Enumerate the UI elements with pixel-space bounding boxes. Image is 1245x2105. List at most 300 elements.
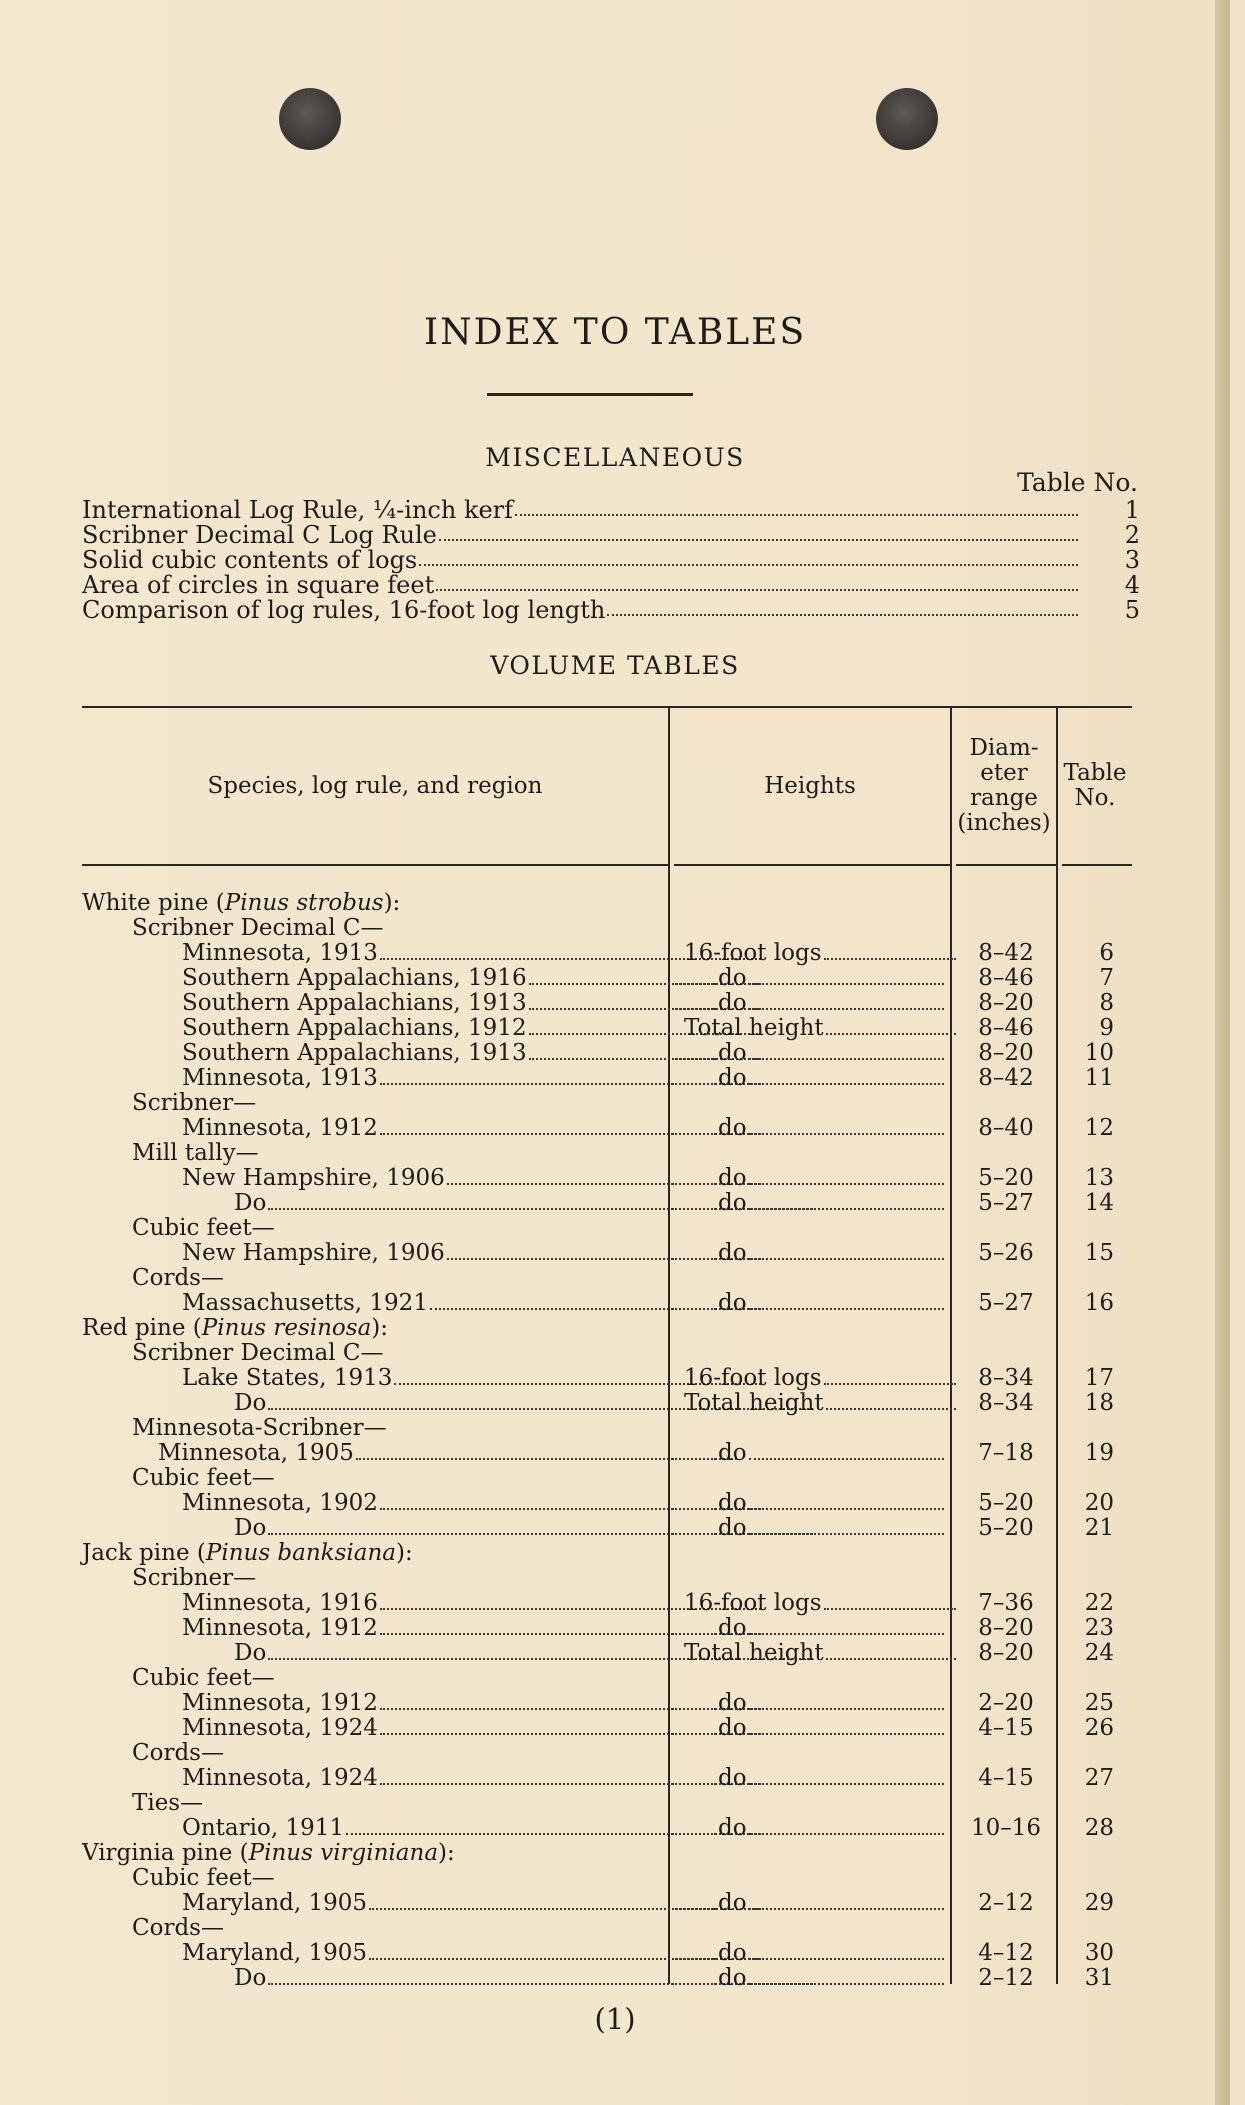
- table-row: [82, 1466, 1132, 1491]
- species-label: Minnesota, 1912: [182, 1690, 378, 1716]
- species-cell: [82, 1466, 715, 1491]
- diameter-range: 8–46: [978, 965, 1034, 991]
- species-label: Minnesota, 1913: [182, 940, 378, 966]
- scientific-name: Pinus virginiana: [248, 1840, 439, 1866]
- species-label: Mill tally—: [132, 1140, 259, 1166]
- leader-dots: [749, 1058, 944, 1060]
- diameter-range: 8–20: [978, 1040, 1034, 1066]
- species-label: Maryland, 1905: [182, 1940, 368, 1966]
- species-cell: [82, 1241, 765, 1266]
- heights-value: do: [718, 1490, 747, 1516]
- misc-item: [82, 496, 1140, 522]
- leader-dots: [749, 1083, 944, 1085]
- table-row: [82, 1066, 1132, 1091]
- species-cell: [82, 1866, 715, 1891]
- species-cell: [82, 1791, 715, 1816]
- heights-cell: [672, 1816, 948, 1841]
- table-row: [82, 1966, 1132, 1991]
- heights-cell: [672, 1966, 948, 1991]
- heights-value: do: [718, 965, 747, 991]
- diameter-range: 8–20: [978, 1640, 1034, 1666]
- page-title: INDEX TO TABLES: [423, 312, 807, 353]
- heights-cell: [672, 1291, 948, 1316]
- misc-item: [82, 521, 1140, 547]
- species-label: Maryland, 1905: [182, 1890, 368, 1916]
- table-row: [82, 1641, 1132, 1666]
- leader-dots: [749, 1508, 944, 1510]
- species-label: Do: [234, 1515, 267, 1541]
- heights-value: do: [718, 1515, 747, 1541]
- page-number: (1): [594, 2002, 636, 2036]
- leader-dots: [672, 1058, 716, 1060]
- misc-item-label: Area of circles in square feet: [82, 571, 435, 599]
- diameter-range: 8–40: [978, 1115, 1034, 1141]
- misc-item-table-no: 5: [1124, 596, 1140, 624]
- species-label: Scribner Decimal C—: [132, 915, 384, 941]
- table-row: [82, 991, 1132, 1016]
- table-row: [82, 1616, 1132, 1641]
- species-cell: [82, 1141, 715, 1166]
- table-row: [82, 1916, 1132, 1941]
- species-label: Minnesota, 1916: [182, 1590, 378, 1616]
- table-row: [82, 1691, 1132, 1716]
- species-cell: [82, 1616, 765, 1641]
- table-row: [82, 1116, 1132, 1141]
- species-label: Cubic feet—: [132, 1215, 275, 1241]
- leader-dots: [749, 1533, 944, 1535]
- misc-item: [82, 571, 1140, 597]
- species-label: New Hampshire, 1906: [182, 1165, 445, 1191]
- species-label: Minnesota, 1912: [182, 1115, 378, 1141]
- species-label: Virginia pine (: [82, 1840, 249, 1866]
- table-number: 22: [1084, 1590, 1114, 1616]
- heights-cell: [672, 1516, 948, 1541]
- species-label: Scribner—: [132, 1090, 257, 1116]
- leader-dots: [749, 1208, 944, 1210]
- leader-dots: [672, 1833, 716, 1835]
- table-number: 31: [1084, 1965, 1114, 1991]
- heights-value: do: [718, 1440, 747, 1466]
- table-row: [82, 1341, 1132, 1366]
- table-row: [82, 1791, 1132, 1816]
- table-row: [82, 1441, 1132, 1466]
- diameter-range: 2–12: [978, 1890, 1034, 1916]
- table-number: 23: [1084, 1615, 1114, 1641]
- leader-dots: [607, 614, 1078, 616]
- leader-dots: [749, 1958, 944, 1960]
- species-cell: [82, 1891, 765, 1916]
- heights-cell: [672, 1891, 948, 1916]
- table-number: 11: [1084, 1065, 1114, 1091]
- heights-value: Total height: [684, 1640, 824, 1666]
- leader-dots: [672, 1258, 716, 1260]
- table-row: [82, 1091, 1132, 1116]
- misc-item-label: International Log Rule, ¼-inch kerf: [82, 496, 514, 524]
- table-row: [82, 1191, 1132, 1216]
- leader-dots: [419, 564, 1078, 566]
- table-row: [82, 916, 1132, 941]
- table-number: 6: [1099, 940, 1114, 966]
- table-number: 13: [1084, 1165, 1114, 1191]
- table-row: [82, 1516, 1132, 1541]
- leader-dots: [672, 983, 716, 985]
- misc-item-table-no: 2: [1124, 521, 1140, 549]
- table-number: 7: [1099, 965, 1114, 991]
- heights-value: do: [718, 1615, 747, 1641]
- heights-cell: [672, 1766, 948, 1791]
- species-cell: [82, 1491, 765, 1516]
- species-cell: [82, 1741, 715, 1766]
- table-number: 26: [1084, 1715, 1114, 1741]
- table-row: [82, 966, 1132, 991]
- species-label: Massachusetts, 1921: [182, 1290, 428, 1316]
- species-label: Cords—: [132, 1265, 224, 1291]
- table-number: 25: [1084, 1690, 1114, 1716]
- species-label: Minnesota, 1924: [182, 1715, 378, 1741]
- heights-value: do: [718, 990, 747, 1016]
- table-number: 21: [1084, 1515, 1114, 1541]
- heights-value: do: [718, 1165, 747, 1191]
- heights-value: do: [718, 1890, 747, 1916]
- misc-item-table-no: 1: [1124, 496, 1140, 524]
- diameter-range: 8–20: [978, 990, 1034, 1016]
- misc-item-table-no: 4: [1124, 571, 1140, 599]
- leader-dots: [749, 1733, 944, 1735]
- leader-dots: [672, 1133, 716, 1135]
- species-cell: [82, 1066, 765, 1091]
- leader-dots: [824, 1383, 956, 1385]
- heights-cell: [672, 1016, 960, 1041]
- heights-value: do: [718, 1190, 747, 1216]
- leader-dots: [672, 1458, 716, 1460]
- species-label: Jack pine (: [82, 1540, 206, 1566]
- heights-cell: [672, 1391, 960, 1416]
- species-label: Do: [234, 1390, 267, 1416]
- species-label: Ties—: [132, 1790, 204, 1816]
- punch-hole-right: [876, 88, 938, 150]
- heights-cell: [672, 1491, 948, 1516]
- diameter-range: 2–12: [978, 1965, 1034, 1991]
- leader-dots: [672, 1983, 716, 1985]
- diameter-range: 10–16: [970, 1815, 1042, 1841]
- leader-dots: [672, 1208, 716, 1210]
- table-top-rule: [82, 706, 1132, 708]
- header-rule-2: [674, 864, 950, 866]
- leader-dots: [436, 589, 1078, 591]
- species-label: Do: [234, 1190, 267, 1216]
- misc-heading: MISCELLANEOUS: [485, 443, 745, 472]
- species-cell: [82, 1016, 765, 1041]
- table-row: [82, 1316, 1132, 1341]
- species-label: Lake States, 1913: [182, 1365, 393, 1391]
- header-diameter: Diam- eter range (inches): [957, 735, 1051, 836]
- species-label: Do: [234, 1965, 267, 1991]
- volume-heading: VOLUME TABLES: [490, 651, 740, 680]
- diameter-range: 8–20: [978, 1615, 1034, 1641]
- species-cell: [82, 1716, 765, 1741]
- leader-dots: [439, 539, 1078, 541]
- table-row: [82, 1566, 1132, 1591]
- species-cell: [82, 1416, 715, 1441]
- heights-value: do: [718, 1940, 747, 1966]
- table-number: 8: [1099, 990, 1114, 1016]
- misc-item-label: Solid cubic contents of logs: [82, 546, 418, 574]
- species-cell: [82, 1441, 741, 1466]
- species-cell: [82, 991, 765, 1016]
- leader-dots: [749, 1458, 944, 1460]
- heights-cell: [672, 1041, 948, 1066]
- species-cell: [82, 1316, 665, 1341]
- heights-cell: [672, 1641, 960, 1666]
- species-cell: [82, 1091, 715, 1116]
- heights-cell: [672, 1191, 948, 1216]
- scientific-name: Pinus strobus: [224, 890, 384, 916]
- table-number: 18: [1084, 1390, 1114, 1416]
- leader-dots: [824, 1608, 956, 1610]
- header-species: Species, log rule, and region: [207, 772, 543, 799]
- table-row: [82, 1716, 1132, 1741]
- species-label: Cubic feet—: [132, 1465, 275, 1491]
- diameter-range: 8–34: [978, 1390, 1034, 1416]
- misc-item: [82, 546, 1140, 572]
- table-number: 16: [1084, 1290, 1114, 1316]
- heights-value: do: [718, 1290, 747, 1316]
- table-number: 30: [1084, 1940, 1114, 1966]
- table-row: [82, 891, 1132, 916]
- leader-dots: [672, 1908, 716, 1910]
- species-cell: [82, 1566, 715, 1591]
- species-cell: [82, 1541, 665, 1566]
- table-row: [82, 1866, 1132, 1891]
- diameter-range: 5–20: [978, 1165, 1034, 1191]
- table-row: [82, 1816, 1132, 1841]
- leader-dots: [672, 1633, 716, 1635]
- species-label: Cords—: [132, 1915, 224, 1941]
- leader-dots: [749, 1708, 944, 1710]
- table-number: 12: [1084, 1115, 1114, 1141]
- species-suffix: ):: [396, 1540, 413, 1566]
- species-label: Southern Appalachians, 1912: [182, 1015, 527, 1041]
- species-cell: [82, 1341, 715, 1366]
- header-rule-4: [1062, 864, 1132, 866]
- species-cell: [82, 1591, 765, 1616]
- species-cell: [82, 1666, 715, 1691]
- header-rule-1: [82, 864, 668, 866]
- table-number: 29: [1084, 1890, 1114, 1916]
- heights-value: do: [718, 1040, 747, 1066]
- table-row: [82, 1216, 1132, 1241]
- title-rule: [487, 393, 693, 396]
- species-label: Minnesota-Scribner—: [132, 1415, 387, 1441]
- diameter-range: 2–20: [978, 1690, 1034, 1716]
- diameter-range: 4–15: [978, 1715, 1034, 1741]
- heights-value: 16-foot logs: [684, 1590, 822, 1616]
- header-table-no: Table No.: [1063, 760, 1127, 811]
- species-label: Southern Appalachians, 1913: [182, 990, 527, 1016]
- diameter-range: 5–20: [978, 1490, 1034, 1516]
- table-row: [82, 1366, 1132, 1391]
- table-number: 19: [1084, 1440, 1114, 1466]
- scientific-name: Pinus banksiana: [205, 1540, 397, 1566]
- table-row: [82, 1891, 1132, 1916]
- heights-cell: [672, 1441, 948, 1466]
- table-number: 17: [1084, 1365, 1114, 1391]
- leader-dots: [749, 1983, 944, 1985]
- heights-cell: [672, 991, 948, 1016]
- heights-cell: [672, 1066, 948, 1091]
- leader-dots: [749, 1258, 944, 1260]
- leader-dots: [672, 1708, 716, 1710]
- heights-value: do: [718, 1965, 747, 1991]
- heights-cell: [672, 1116, 948, 1141]
- leader-dots: [749, 983, 944, 985]
- species-cell: [82, 1766, 765, 1791]
- heights-cell: [672, 1591, 960, 1616]
- species-label: Scribner Decimal C—: [132, 1340, 384, 1366]
- table-number: 10: [1084, 1040, 1114, 1066]
- table-row: [82, 1741, 1132, 1766]
- table-row: [82, 1491, 1132, 1516]
- header-rule-3: [956, 864, 1056, 866]
- leader-dots: [749, 1133, 944, 1135]
- table-number: 15: [1084, 1240, 1114, 1266]
- heights-value: do: [718, 1690, 747, 1716]
- species-label: Minnesota, 1912: [182, 1615, 378, 1641]
- diameter-range: 8–46: [978, 1015, 1034, 1041]
- table-number: 9: [1099, 1015, 1114, 1041]
- misc-item: [82, 596, 1140, 622]
- table-no-label: Table No.: [1017, 468, 1138, 497]
- species-label: Southern Appalachians, 1916: [182, 965, 527, 991]
- leader-dots: [672, 1783, 716, 1785]
- heights-cell: [672, 1616, 948, 1641]
- species-label: Do: [234, 1640, 267, 1666]
- table-number: 28: [1084, 1815, 1114, 1841]
- species-cell: [82, 1266, 715, 1291]
- species-cell: [82, 1116, 765, 1141]
- species-cell: [82, 1041, 765, 1066]
- heights-value: Total height: [684, 1390, 824, 1416]
- heights-value: 16-foot logs: [684, 1365, 822, 1391]
- leader-dots: [749, 1308, 944, 1310]
- table-row: [82, 1416, 1132, 1441]
- species-label: Ontario, 1911: [182, 1815, 344, 1841]
- heights-value: do: [718, 1815, 747, 1841]
- leader-dots: [826, 1408, 956, 1410]
- table-row: [82, 1041, 1132, 1066]
- species-label: Minnesota, 1913: [182, 1065, 378, 1091]
- species-cell: [82, 891, 665, 916]
- heights-cell: [672, 1691, 948, 1716]
- leader-dots: [672, 1008, 716, 1010]
- species-label: New Hampshire, 1906: [182, 1240, 445, 1266]
- species-label: Cubic feet—: [132, 1665, 275, 1691]
- diameter-range: 8–34: [978, 1365, 1034, 1391]
- leader-dots: [672, 1533, 716, 1535]
- leader-dots: [672, 1083, 716, 1085]
- species-suffix: ):: [383, 890, 401, 916]
- leader-dots: [824, 958, 956, 960]
- species-label: White pine (: [82, 890, 225, 916]
- table-number: 24: [1084, 1640, 1114, 1666]
- species-cell: [82, 1841, 665, 1866]
- table-row: [82, 1291, 1132, 1316]
- table-row: [82, 1766, 1132, 1791]
- species-label: Minnesota, 1905: [158, 1440, 354, 1466]
- species-suffix: ):: [371, 1315, 389, 1341]
- diameter-range: 8–42: [978, 940, 1034, 966]
- diameter-range: 7–36: [978, 1590, 1034, 1616]
- leader-dots: [672, 1308, 716, 1310]
- species-label: Cords—: [132, 1740, 224, 1766]
- leader-dots: [749, 1833, 944, 1835]
- table-row: [82, 1666, 1132, 1691]
- table-row: [82, 1941, 1132, 1966]
- table-row: [82, 1266, 1132, 1291]
- table-row: [82, 1016, 1132, 1041]
- species-label: Cubic feet—: [132, 1865, 275, 1891]
- heights-cell: [672, 1366, 960, 1391]
- diameter-range: 5–20: [978, 1515, 1034, 1541]
- leader-dots: [749, 1183, 944, 1185]
- leader-dots: [672, 1183, 716, 1185]
- table-row: [82, 1541, 1132, 1566]
- table-row: [82, 1166, 1132, 1191]
- heights-value: Total height: [684, 1015, 824, 1041]
- species-cell: [82, 1816, 765, 1841]
- heights-value: do: [718, 1065, 747, 1091]
- punch-hole-left: [279, 88, 341, 150]
- heights-value: do: [718, 1715, 747, 1741]
- table-number: 14: [1084, 1190, 1114, 1216]
- leader-dots: [749, 1783, 944, 1785]
- species-cell: [82, 1691, 765, 1716]
- heights-cell: [672, 1241, 948, 1266]
- diameter-range: 4–15: [978, 1765, 1034, 1791]
- diameter-range: 7–18: [978, 1440, 1034, 1466]
- heights-cell: [672, 1941, 948, 1966]
- species-cell: [82, 1366, 765, 1391]
- diameter-range: 8–42: [978, 1065, 1034, 1091]
- table-row: [82, 1141, 1132, 1166]
- species-cell: [82, 1941, 765, 1966]
- species-label: Southern Appalachians, 1913: [182, 1040, 527, 1066]
- table-row: [82, 941, 1132, 966]
- leader-dots: [749, 1908, 944, 1910]
- species-label: Scribner—: [132, 1565, 257, 1591]
- heights-cell: [672, 1716, 948, 1741]
- leader-dots: [749, 1633, 944, 1635]
- species-cell: [82, 1216, 715, 1241]
- species-cell: [82, 1916, 715, 1941]
- species-cell: [82, 941, 765, 966]
- species-cell: [82, 916, 715, 941]
- misc-item-label: Comparison of log rules, 16-foot log length: [82, 596, 606, 624]
- table-row: [82, 1591, 1132, 1616]
- species-label: Red pine (: [82, 1315, 202, 1341]
- leader-dots: [826, 1033, 956, 1035]
- misc-item-label: Scribner Decimal C Log Rule: [82, 521, 437, 549]
- table-number: 27: [1084, 1765, 1114, 1791]
- header-heights: Heights: [764, 772, 856, 799]
- heights-cell: [672, 941, 960, 966]
- table-number: 20: [1084, 1490, 1114, 1516]
- heights-value: 16-foot logs: [684, 940, 822, 966]
- misc-item-table-no: 3: [1124, 546, 1140, 574]
- leader-dots: [672, 1733, 716, 1735]
- diameter-range: 5–27: [978, 1190, 1034, 1216]
- species-cell: [82, 1166, 765, 1191]
